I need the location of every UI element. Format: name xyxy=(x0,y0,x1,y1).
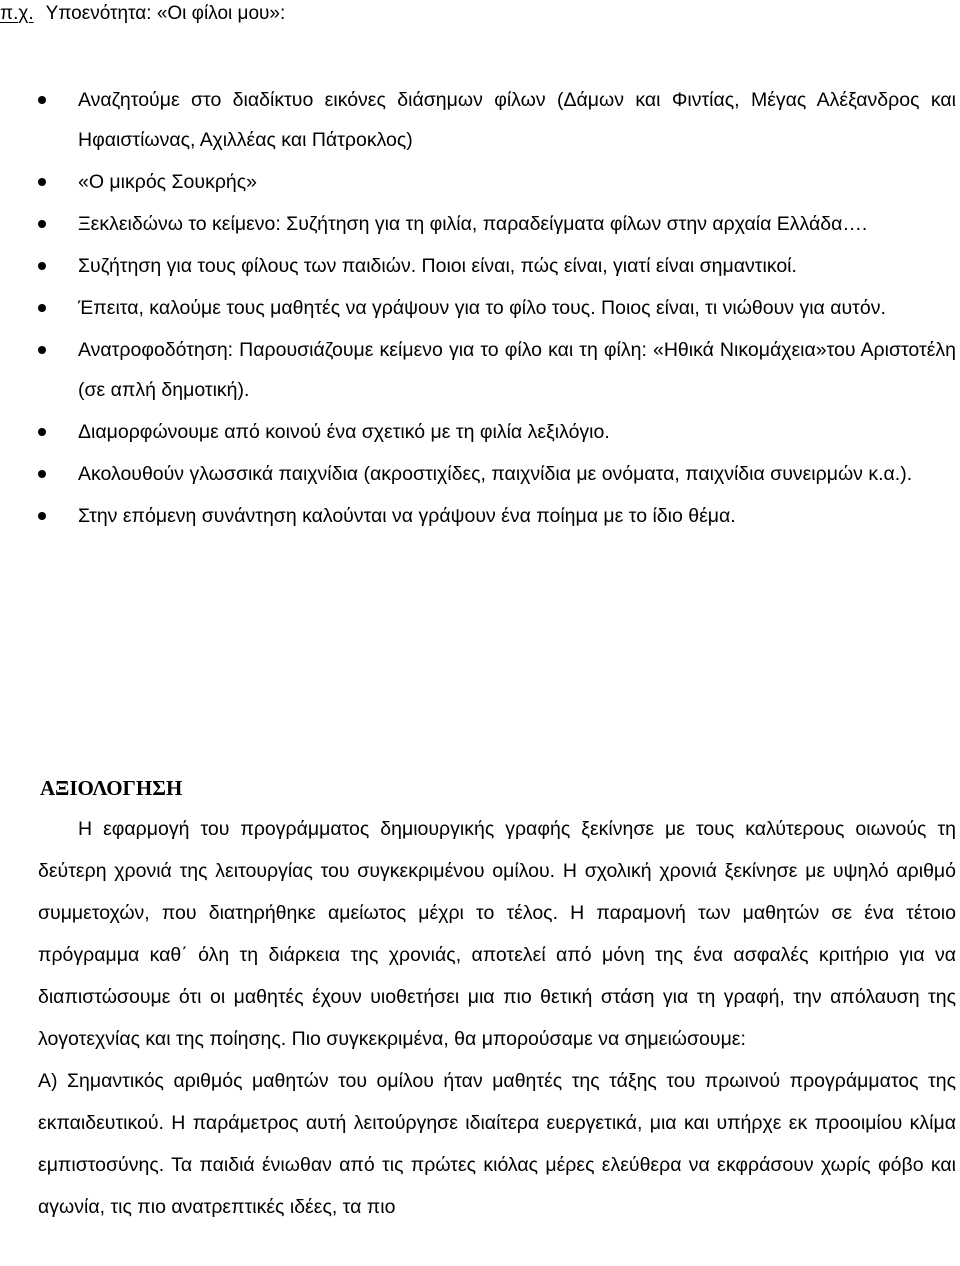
evaluation-point-a: Α) Σημαντικός αριθμός μαθητών του ομίλου ήταν μαθητές της τάξης του πρωινού προγράμματος της εκπαιδευτικού. Η παράμετρος αυτή λειτούργησε ιδιαίτερα ευεργετικά, μια και υπήρχε εκ προοιμίου κλίμα εμπιστοσύνης. Τα παιδιά ένιωθαν από τις πρώτες κιόλας μέρες ελεύθερα να εκφράσουν χωρίς φόβο και αγωνία, τις πιο ανατρεπτικές ιδέες, τα πιο xyxy=(38,1070,956,1218)
evaluation-paragraph: Η εφαρμογή του προγράμματος δημιουργικής γραφής ξεκίνησε με τους καλύτερους οιωνούς τη δεύτερη χρονιά της λειτουργίας του συγκεκριμένου ομίλου. Η σχολική χρονιά ξεκίνησε με υψηλό αριθμό συμμετοχών, που διατηρήθηκε αμείωτος μέχρι το τέλος. Η παραμονή των μαθητών σε ένα τέτοιο πρόγραμμα καθ΄ όλη τη διάρκεια της χρονιάς, αποτελεί από μόνη της ένα ασφαλές κριτήριο για να διαπιστώσουμε ότι οι μαθητές έχουν υιοθετήσει μια πιο θετική στάση για τη γραφή, την απόλαυση της λογοτεχνίας και της ποίησης. Πιο συγκεκριμένα, θα μπορούσαμε να σημειώσουμε: xyxy=(38,818,956,1050)
list-item-text: «Ο μικρός Σουκρής» xyxy=(78,171,257,193)
list-item-text: Στην επόμενη συνάντηση καλούνται να γράψουν ένα ποίημα με το ίδιο θέμα. xyxy=(78,505,736,527)
bullet-icon xyxy=(38,178,46,186)
list-item-text: Ξεκλειδώνω το κείμενο: Συζήτηση για τη φιλία, παραδείγματα φίλων στην αρχαία Ελλάδα…. xyxy=(78,213,868,235)
list-item xyxy=(0,330,956,410)
example-prefix: π.χ. xyxy=(0,3,34,24)
list-item-text: Ανατροφοδότηση: Παρουσιάζουμε κείμενο για το φίλο και τη φίλη: «Ηθικά Νικομάχεια»του Αριστοτέλη (σε απλή δημοτική). xyxy=(78,339,956,401)
bullet-icon xyxy=(38,346,46,354)
section-heading: ΑΞΙΟΛΟΓΗΣΗ xyxy=(40,776,183,800)
list-item xyxy=(0,80,956,160)
list-item xyxy=(0,162,956,202)
list-item-text: Έπειτα, καλούμε τους μαθητές να γράψουν για το φίλο τους. Ποιος είναι, τι νιώθουν για αυτόν. xyxy=(78,297,886,319)
bullet-icon xyxy=(38,304,46,312)
bullet-icon xyxy=(38,96,46,104)
list-item xyxy=(0,496,956,536)
evaluation-section xyxy=(38,768,956,1228)
list-item-text: Αναζητούμε στο διαδίκτυο εικόνες διάσημων φίλων (Δάμων και Φιντίας, Μέγας Αλέξανδρος και Ηφαιστίωνας, Αχιλλέας και Πάτροκλος) xyxy=(78,89,956,151)
bullet-icon xyxy=(38,220,46,228)
list-item xyxy=(0,204,956,244)
activity-list xyxy=(0,80,960,538)
subsection-label: Υποενότητα: «Οι φίλοι μου»: xyxy=(45,3,286,24)
bullet-icon xyxy=(38,512,46,520)
list-item-text: Συζήτηση για τους φίλους των παιδιών. Ποιοι είναι, πώς είναι, γιατί είναι σημαντικοί. xyxy=(78,255,797,277)
subsection-title xyxy=(0,2,285,26)
list-item-text: Ακολουθούν γλωσσικά παιχνίδια (ακροστιχίδες, παιχνίδια με ονόματα, παιχνίδια συνειρμών κ.α.). xyxy=(78,463,913,485)
bullet-icon xyxy=(38,262,46,270)
list-item xyxy=(0,288,956,328)
bullet-icon xyxy=(38,470,46,478)
list-item xyxy=(0,246,956,286)
list-item xyxy=(0,412,956,452)
list-item xyxy=(0,454,956,494)
bullet-icon xyxy=(38,428,46,436)
list-item-text: Διαμορφώνουμε από κοινού ένα σχετικό με τη φιλία λεξιλόγιο. xyxy=(78,421,610,443)
